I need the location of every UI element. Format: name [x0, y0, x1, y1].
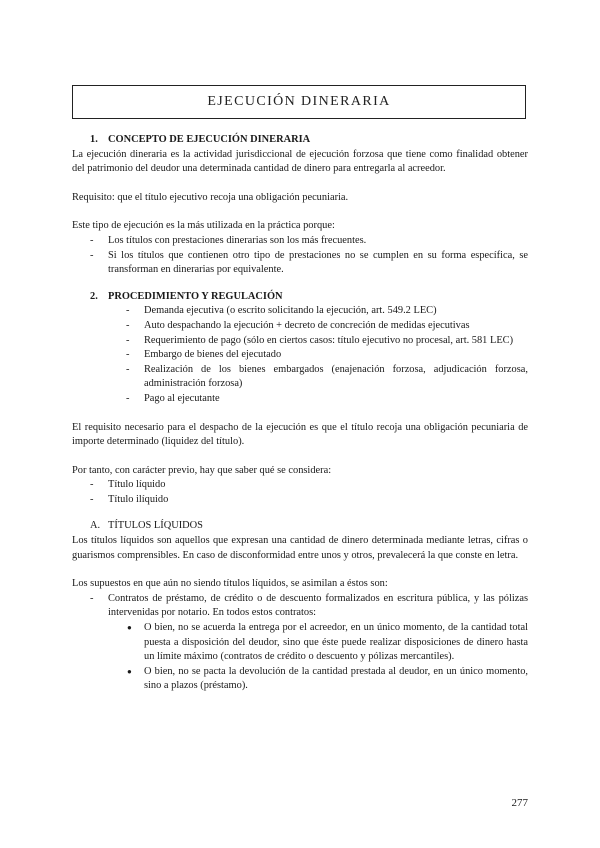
dash-marker: -	[126, 349, 130, 361]
list-item	[72, 478, 528, 493]
list-item-text: Los títulos con prestaciones dinerarias son los más frecuentes.	[108, 234, 367, 246]
list-item	[72, 319, 528, 334]
paragraph: La ejecución dineraria es la actividad jurisdiccional de ejecución forzosa que tiene como finalidad obtener del patrimonio del deudor una determinada cantidad de dinero para entregarla al acreedor.	[72, 148, 528, 175]
list-item	[72, 392, 528, 407]
dash-marker: -	[90, 234, 94, 246]
page-number: 277	[511, 797, 528, 809]
list-item-text: Si los títulos que contienen otro tipo de prestaciones no se cumplen en su forma específica, se transforman en dinerarias por equivalente.	[108, 249, 528, 276]
list-item-text: Pago al ejecutante	[144, 392, 220, 404]
bullet-marker: ●	[127, 666, 132, 676]
list-item	[72, 665, 528, 694]
list-item-text: O bien, no se acuerda la entrega por el acreedor, en un único momento, de la cantidad total puesta a disposición del deudor, sino que éste puede realizar disposiciones de dinero hasta un límite máximo (contratos de crédito o descuento y pólizas mercantiles).	[144, 622, 528, 663]
list-item-text: Auto despachando la ejecución + decreto de concreción de medidas ejecutivas	[144, 319, 470, 331]
list-item	[72, 493, 528, 508]
dash-marker: -	[126, 319, 130, 331]
section-1-heading	[90, 133, 528, 148]
bullet-marker: ●	[127, 623, 132, 633]
section-2-number: 2.	[90, 290, 98, 302]
title-types-list	[72, 478, 528, 507]
section-2-title: PROCEDIMIENTO Y REGULACIÓN	[108, 290, 283, 302]
list-item	[72, 304, 528, 319]
section-1-list	[72, 234, 528, 278]
document-body	[72, 133, 528, 694]
list-item	[72, 621, 528, 665]
list-item-text: Título líquido	[108, 479, 166, 491]
list-item-text: Contratos de préstamo, de crédito o de descuento formalizados en escritura pública, y las pólizas intervenidas por notario. En todos estos contratos:	[108, 592, 528, 619]
list-item-text: Demanda ejecutiva (o escrito solicitando la ejecución, art. 549.2 LEC)	[144, 305, 437, 317]
section-1-number: 1.	[90, 134, 98, 145]
dash-marker: -	[90, 249, 94, 261]
list-item-text: Título ilíquido	[108, 493, 169, 505]
paragraph: Este tipo de ejecución es la más utilizada en la práctica porque:	[72, 220, 335, 232]
subsection-a-letter: A.	[90, 520, 101, 532]
dash-marker: -	[126, 334, 130, 346]
paragraph: Los supuestos en que aún no siendo títulos líquidos, se asimilan a éstos son:	[72, 578, 388, 590]
paragraph: Por tanto, con carácter previo, hay que saber qué se considera:	[72, 464, 332, 476]
list-item-text: Realización de los bienes embargados (enajenación forzosa, adjudicación forzosa, administración forzosa)	[144, 363, 528, 390]
paragraph: Requisito: que el título ejecutivo recoja una obligación pecuniaria.	[72, 191, 349, 203]
dash-marker: -	[90, 493, 94, 505]
subsection-a-title: TÍTULOS LÍQUIDOS	[108, 520, 203, 532]
dash-marker: -	[90, 479, 94, 491]
section-1-title: CONCEPTO DE EJECUCIÓN DINERARIA	[108, 134, 311, 145]
assimilated-list	[72, 592, 528, 621]
paragraph: Los títulos líquidos son aquellos que expresan una cantidad de dinero determinada mediante letras, cifras o guarismos comprensibles. En caso de disconformidad entre unos y otros, prevalecerá la que conste en letra.	[72, 535, 528, 561]
list-item	[72, 348, 528, 363]
list-item-text: Embargo de bienes del ejecutado	[144, 349, 282, 361]
page-title-box	[72, 85, 526, 119]
section-2-heading	[90, 290, 528, 305]
list-item	[72, 592, 528, 621]
dash-marker: -	[126, 363, 130, 375]
procedure-steps-list	[72, 304, 528, 406]
contract-bullets	[72, 621, 528, 694]
list-item	[72, 234, 528, 249]
list-item	[72, 363, 528, 392]
list-item	[72, 249, 528, 278]
list-item	[72, 334, 528, 349]
dash-marker: -	[90, 592, 94, 604]
dash-marker: -	[126, 392, 130, 404]
list-item-text: O bien, no se pacta la devolución de la cantidad prestada al deudor, en un único momento, sino a plazos (préstamo).	[144, 665, 528, 692]
page	[72, 0, 528, 848]
list-item-text: Requerimiento de pago (sólo en ciertos casos: título ejecutivo no procesal, art. 581 LEC)	[144, 334, 514, 346]
page-title: EJECUCIÓN DINERARIA	[207, 93, 391, 109]
paragraph: El requisito necesario para el despacho de la ejecución es que el título recoja una obligación pecuniaria de importe determinado (liquidez del título).	[72, 421, 528, 448]
subsection-a-heading	[90, 519, 528, 534]
dash-marker: -	[126, 305, 130, 317]
